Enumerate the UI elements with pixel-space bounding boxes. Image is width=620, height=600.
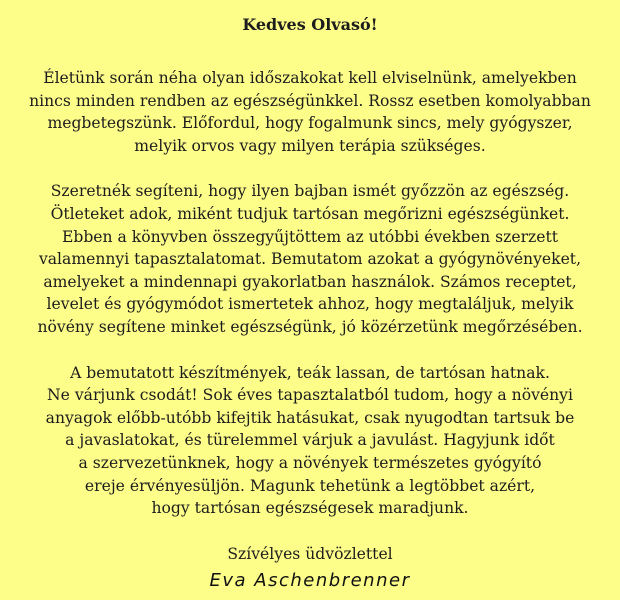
- signature: Eva Aschenbrenner: [209, 569, 411, 591]
- text-line: Ebben a könyvben összegyűjtöttem az utóbbi években szerzett: [61, 227, 559, 246]
- closing-salutation: Szívélyes üdvözlettel: [227, 544, 393, 563]
- text-line: a javaslatokat, és türelemmel várjuk a javulást. Hagyjunk időt: [65, 431, 555, 450]
- text-line: növény segítene minket egészségünk, jó közérzetünk megőrzésében.: [37, 317, 583, 336]
- text-line: megbetegszünk. Előfordul, hogy fogalmunk sincs, mely gyógyszer,: [47, 114, 573, 133]
- text-line: nincs minden rendben az egészségünkkel. Rossz esetben komolyabban: [29, 91, 591, 110]
- paragraph-2: [10, 180, 610, 338]
- text-line: anyagok előbb-utóbb kifejtik hatásukat, csak nyugodtan tartsuk be: [45, 408, 575, 427]
- paragraph-3: [10, 362, 610, 520]
- text-line: amelyeket a mindennapi gyakorlatban használok. Számos receptet,: [43, 272, 577, 291]
- text-line: Ne várjunk csodát! Sok éves tapasztalatból tudom, hogy a növényi: [47, 386, 573, 405]
- text-line: melyik orvos vagy milyen terápia szükséges.: [134, 136, 486, 155]
- text-line: Ötleteket adok, miként tudjuk tartósan megőrizni egészségünket.: [50, 204, 570, 223]
- text-line: hogy tartósan egészségesek maradjunk.: [151, 499, 469, 518]
- text-line: levelet és gyógymódot ismertetek ahhoz, hogy megtaláljuk, melyik: [46, 295, 574, 314]
- text-line: A bemutatott készítmények, teák lassan, de tartósan hatnak.: [70, 363, 550, 382]
- text-line: Szeretnék segíteni, hogy ilyen bajban ismét győzzön az egészség.: [50, 182, 570, 201]
- text-line: valamennyi tapasztalatomat. Bemutatom azokat a gyógynövényeket,: [38, 250, 582, 269]
- text-line: a szervezetünknek, hogy a növények természetes gyógyító: [78, 453, 542, 472]
- text-line: Életünk során néha olyan időszakokat kell elviselnünk, amelyekben: [43, 69, 577, 87]
- letter-title: Kedves Olvasó!: [242, 15, 378, 34]
- paragraph-1: [10, 67, 610, 157]
- text-line: ereje érvényesüljön. Magunk tehetünk a legtöbbet azért,: [84, 476, 536, 495]
